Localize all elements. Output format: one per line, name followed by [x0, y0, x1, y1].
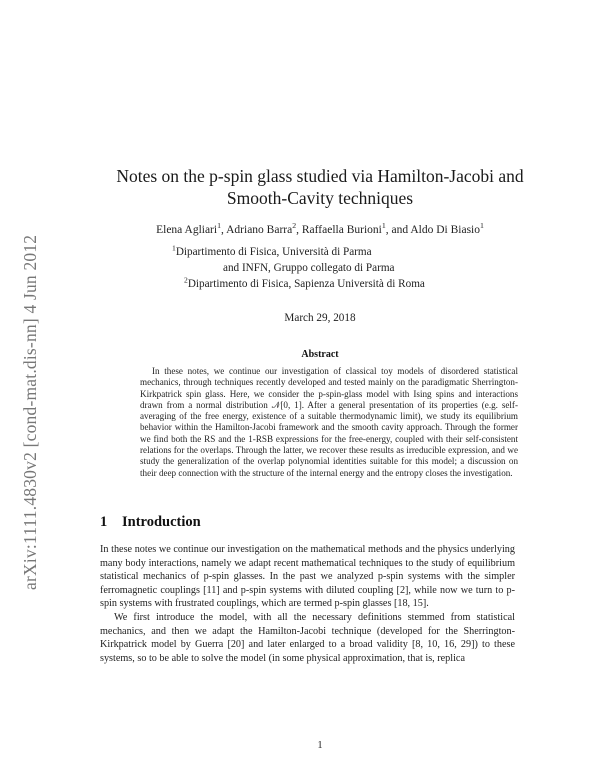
- title-line-1: Notes on the p-spin glass studied via Hamilton-Jacobi and: [116, 166, 524, 186]
- paper-title: [110, 165, 530, 209]
- paper-date: March 29, 2018: [284, 312, 356, 324]
- affiliation-mark: 2: [184, 275, 188, 285]
- author-affiliation-mark: 1: [381, 221, 386, 231]
- affiliation-mark: 1: [172, 243, 176, 253]
- affiliation-2: [184, 275, 425, 290]
- author-separator: ,: [221, 224, 227, 236]
- intro-paragraph-1: In these notes we continue our investigation on the mathematical methods and the physics underlying many body interactions, namely we adapt recent mathematical techniques to the study of equilibrium statistical mechanics of p-spin glasses. In the past we analyzed p-spin systems with the simpler ferromagnetic couplings [11] and p-spin systems with diluted coupling [2], while now we turn to p-spin systems with frustrated couplings, which are termed p-spin glasses [18, 15].: [100, 544, 515, 610]
- abstract-body: In these notes, we continue our investigation of classical toy models of disordered statistical mechanics, through techniques recently developed and tested mainly on the paradigmatic Sherrington-Kirkpatrick spin glass. Here, we consider the p-spin-glass model with Ising spins and interactions drawn from a normal distribution 𝒩[0, 1]. After a general presentation of its properties (e.g. self-averaging of the free energy, existence of a suitable thermodynamic limit), we study its equilibrium behavior within the Hamilton-Jacobi framework and the smooth cavity approach. Through the former we find both the RS and the 1-RSB expressions for the free-energy, coupled with their self-consistent relations for the overlaps. Through the latter, we recover these results as irreducible expression, and we study the generalization of the overlap polynomial identities suitable for this model; a discussion on their deep connection with the structure of the internal energy and the entropy closes the investigation.: [140, 366, 518, 478]
- abstract-heading: Abstract: [301, 349, 339, 360]
- affiliation-1-line-1: [172, 243, 372, 258]
- arxiv-stamp: [18, 152, 46, 592]
- section-heading: [100, 514, 201, 531]
- author-name: Elena Agliari: [156, 224, 218, 236]
- page-number: 1: [317, 740, 323, 751]
- arxiv-identifier: arXiv:1111.4830v2 [cond-mat.dis-nn] 4 Jun 2012: [20, 234, 40, 590]
- author-separator: ,: [296, 224, 302, 236]
- author-affiliation-mark: 2: [292, 221, 297, 231]
- title-line-2: Smooth-Cavity techniques: [226, 188, 414, 208]
- affiliation-text: Dipartimento di Fisica, Università di Parma: [175, 246, 372, 258]
- author-name: Aldo Di Biasio: [410, 224, 480, 236]
- author-name: Raffaella Burioni: [301, 224, 382, 236]
- author-affiliation-mark: 1: [217, 221, 221, 231]
- affiliation-text: Dipartimento di Fisica, Sapienza Università di Roma: [187, 278, 425, 290]
- intro-paragraph-2: We first introduce the model, with all the necessary definitions stemmed from statistical mechanics, and then we adapt the Hamilton-Jacobi technique (developed for the Sherrington-Kirkpatrick model by Guerra [20] and later enlarged to a broad validity [8, 10, 16, 29]) to these systems, so to be able to solve the model (in some physical approximation, that is, replica: [100, 612, 515, 664]
- author-separator: , and: [385, 224, 411, 236]
- section-number: 1: [100, 514, 108, 530]
- author-affiliation-mark: 1: [480, 221, 484, 231]
- section-title: Introduction: [122, 514, 201, 530]
- author-list: [110, 221, 530, 236]
- author-name: Adriano Barra: [226, 224, 293, 236]
- affiliation-1-line-2: and INFN, Gruppo collegato di Parma: [223, 262, 395, 274]
